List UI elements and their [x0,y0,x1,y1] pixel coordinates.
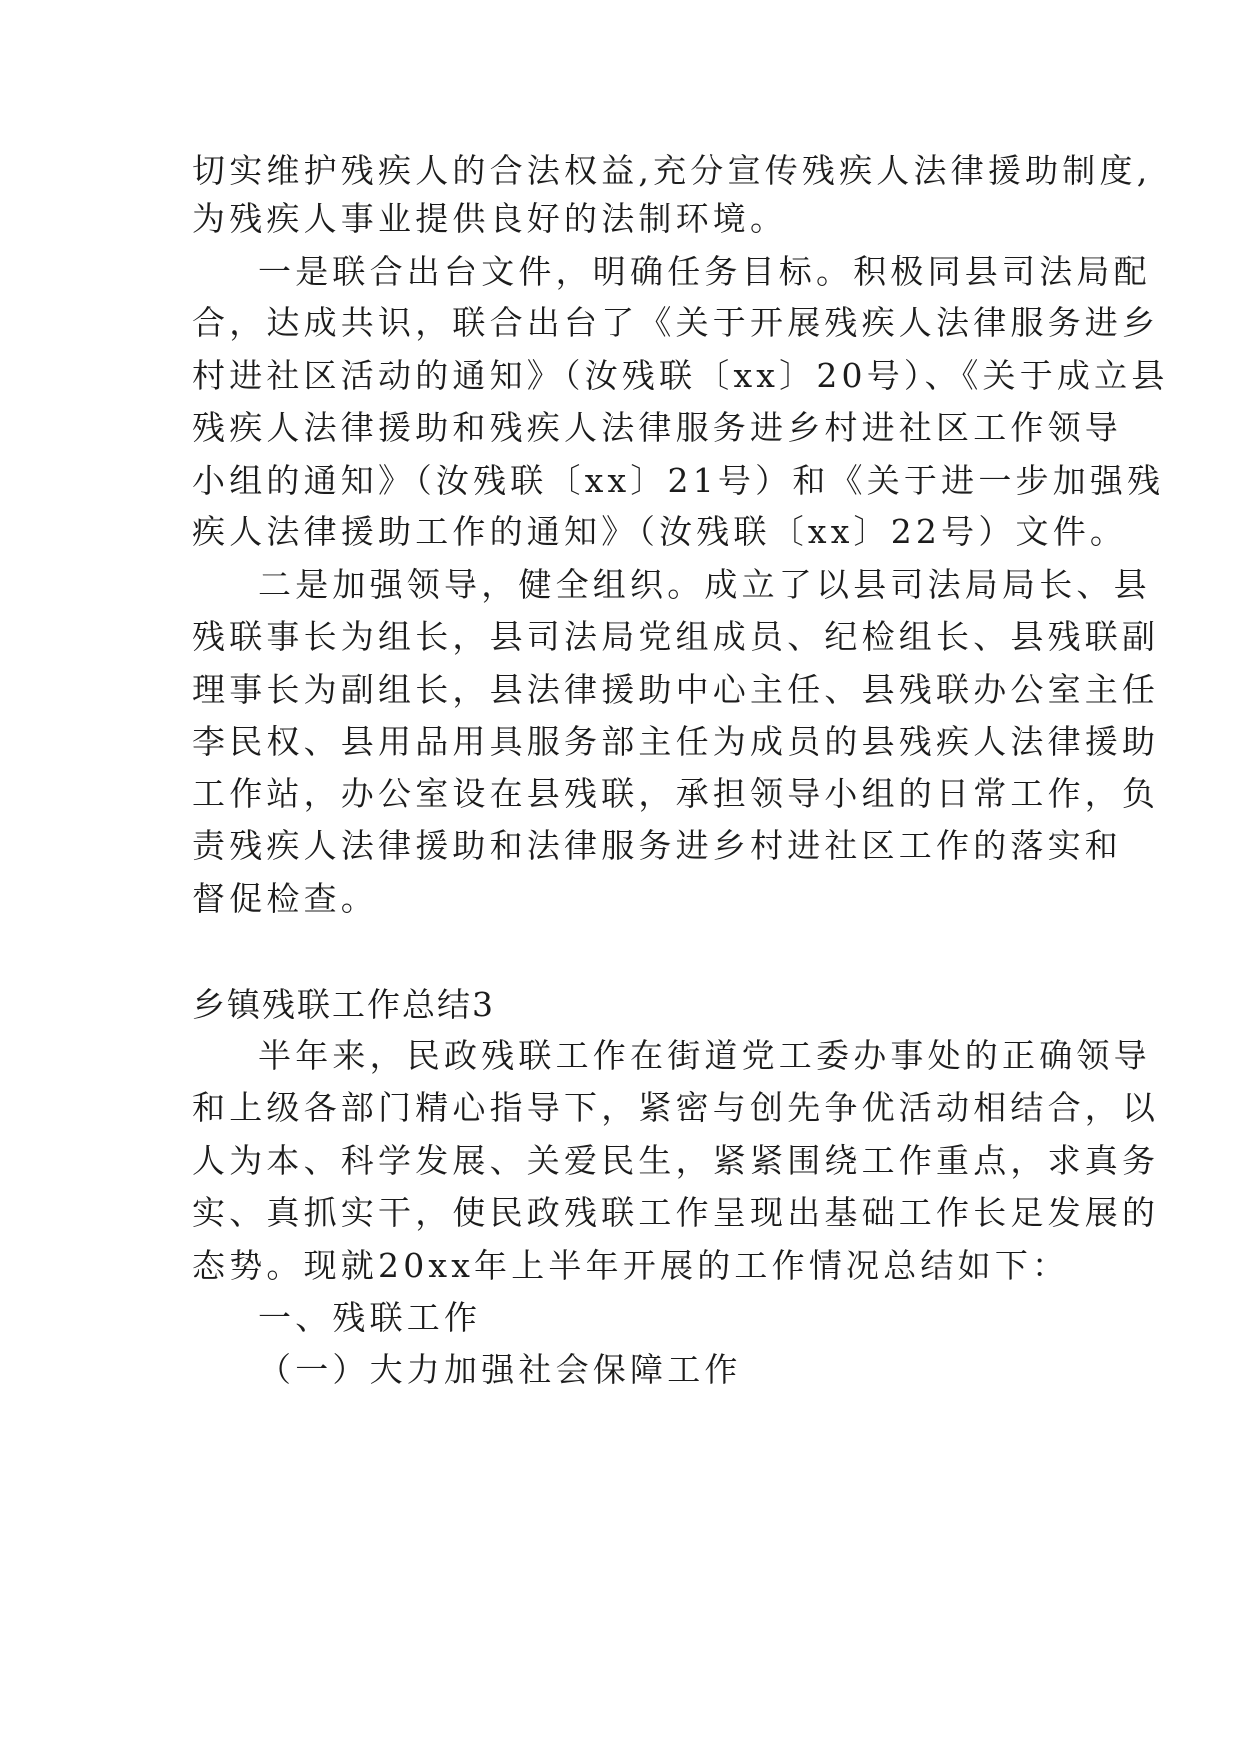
paragraph-line: 合，达成共识，联合出台了《关于开展残疾人法律服务进乡 [192,303,1160,342]
paragraph-line: 工作站，办公室设在县残联，承担领导小组的日常工作，负 [192,774,1160,813]
paragraph-line: 督促检查。 [192,879,378,918]
paragraph-line: 李民权、县用品用具服务部主任为成员的县残疾人法律援助 [192,722,1160,761]
paragraph-line: 二是加强领导，健全组织。成立了以县司法局局长、县 [258,565,1151,604]
subheading: （一）大力加强社会保障工作 [258,1350,742,1389]
paragraph-line: 态势。现就20xx年上半年开展的工作情况总结如下： [192,1246,1070,1285]
paragraph-line: 责残疾人法律援助和法律服务进乡村进社区工作的落实和 [192,826,1122,865]
paragraph-line: 村进社区活动的通知》（汝残联〔xx〕20号）、《关于成立县 [192,356,1169,395]
paragraph-line: 和上级各部门精心指导下，紧密与创先争优活动相结合，以 [192,1088,1160,1127]
paragraph-line: 一是联合出台文件，明确任务目标。积极同县司法局配 [258,252,1151,291]
paragraph-line: 人为本、科学发展、关爱民生，紧紧围绕工作重点，求真务 [192,1141,1160,1180]
section-heading: 乡镇残联工作总结3 [192,985,495,1024]
subheading: 一、残联工作 [258,1298,482,1337]
paragraph-line: 小组的通知》（汝残联〔xx〕21号）和《关于进一步加强残 [192,461,1165,500]
paragraph-line: 残联事长为组长，县司法局党组成员、纪检组长、县残联副 [192,617,1160,656]
paragraph-line: 半年来，民政残联工作在街道党工委办事处的正确领导 [258,1036,1151,1075]
paragraph-line: 为残疾人事业提供良好的法制环境。 [192,199,788,238]
paragraph-line: 理事长为副组长，县法律援助中心主任、县残联办公室主任 [192,670,1160,709]
paragraph-line: 切实维护残疾人的合法权益,充分宣传残疾人法律援助制度, [192,151,1152,190]
paragraph-line: 疾人法律援助工作的通知》（汝残联〔xx〕22号）文件。 [192,512,1128,551]
paragraph-line: 实、真抓实干，使民政残联工作呈现出基础工作长足发展的 [192,1193,1160,1232]
paragraph-line: 残疾人法律援助和残疾人法律服务进乡村进社区工作领导 [192,408,1122,447]
